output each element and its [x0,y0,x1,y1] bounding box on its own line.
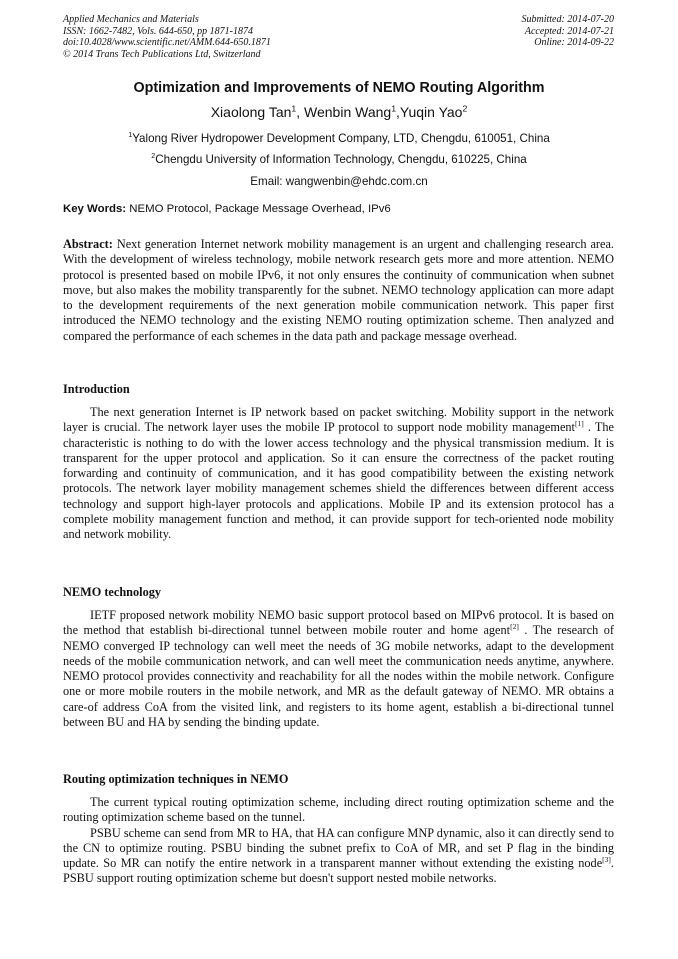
affiliation-mark: 2 [151,151,156,161]
introduction-heading-block [63,382,614,397]
publication-dates [522,14,615,49]
affiliation [0,153,678,166]
body-paragraph: The current typical routing optimization scheme, including direct routing optimization scheme and the routing optimization scheme based on the tunnel. [63,795,614,825]
author-list [0,104,678,120]
journal-name: Applied Mechanics and Materials [63,14,199,25]
nemo-section [63,608,614,730]
paragraph-text: The next generation Internet is IP network based on packet switching. Mobility support in the network layer is crucial. The network layer uses the mobile IP protocol to support node mobility management [63,405,614,435]
body-paragraph [63,405,614,543]
issn-line: ISSN: 1662-7482, Vols. 644-650, pp 1871-1874 [63,25,253,37]
paragraph-text: PSBU scheme can send from MR to HA, that HA can configure MNP dynamic, also it can directly send to the CN to optimize routing. PSBU binding the subnet prefix to CoA of MR, and set P flag in the binding update. So MR can notify the entire network in a transparent manner without extending the existing node [63,825,614,871]
keywords-text: NEMO Protocol, Package Message Overhead, IPv6 [126,203,391,215]
affiliation-text: Chengdu University of Information Technology, Chengdu, 610225, China [155,153,527,166]
abstract-label: Abstract: [63,237,113,251]
paragraph-text: . The research of NEMO converged IP technology can well meet the needs of 3G mobile networks, adapt to the development needs of the mobile communication network, and can well meet the communication needs anytime, anywhere. NEMO protocol provides connectivity and reachability for all the nodes within the mobile network. Configure one or more mobile routers in the mobile network, and MR as the default gateway of NEMO. MR obtains a care-of address CoA from the visited link, and registers to its home agent, establish a bi-directional tunnel between BU and HA by sending the binding update. [63,623,615,730]
author-name: Yuqin Yao [399,104,463,120]
routing-heading-block [63,772,614,787]
author-name: Wenbin Wang [304,104,392,120]
paper-title: Optimization and Improvements of NEMO Routing Algorithm [133,80,545,96]
introduction-section [63,405,614,543]
abstract-text: Next generation Internet network mobility management is an urgent and challenging research area. With the development of wireless technology, mobile network research gets more and more attention. NEMO protocol is presented based on mobile IPv6, it not only ensures the continuity of communication when subnet move, but also makes the mobility transparently for the subnet. NEMO technology application can more adapt to the development requirements of the next generation mobile communication network. This paper first introduced the NEMO technology and the existing NEMO routing optimization scheme. Then analyzed and compared the performance of each schemes in the data path and package message overhead. [63,237,614,343]
affiliation [0,132,678,145]
paragraph-text: . PSBU support routing optimization scheme but doesn't support nested mobile networks. [63,856,614,886]
keywords [63,203,615,215]
author-affiliation-mark: 1 [291,103,297,114]
body-paragraph [63,608,614,730]
section-heading-introduction: Introduction [63,382,130,396]
section-heading-routing: Routing optimization techniques in NEMO [63,772,289,786]
paragraph-text: . The characteristic is nothing to do with the lower access technology and the physical transmission medium. It is transparent for the upper protocol and application. So it can ensure the correctness of the packet routing forwarding and continuity of communication, and it has good compatibility between the existing network protocols. The network layer mobility management schemes shield the differences between different access technology and support high-layer protocols and applications. Mobile IP and its extension protocol has a complete mobility management function and method, it can provide support for tech-oriented node mobility and network mobility. [63,420,614,542]
author-affiliation-mark: 2 [462,103,468,114]
affiliation-mark: 1 [128,130,133,140]
citation-ref: [2] [510,622,519,632]
section-heading-nemo: NEMO technology [63,585,162,599]
doi-line: doi:10.4028/www.scientific.net/AMM.644-650.1871 [63,37,271,49]
citation-ref: [3] [602,855,611,865]
abstract-section [63,237,614,344]
accepted-date: Accepted: 2014-07-21 [524,25,614,37]
citation-ref: [1] [574,419,584,429]
author-separator: , [296,104,305,120]
keywords-label: Key Words: [63,203,127,215]
routing-section [63,795,614,887]
contact-email: Email: wangwenbin@ehdc.com.cn [250,175,428,188]
submitted-date: Submitted: 2014-07-20 [521,14,614,25]
paragraph-text: IETF proposed network mobility NEMO basic support protocol based on MIPv6 protocol. It is based on the method that establish bi-directional tunnel between mobile router and home agent [63,608,614,638]
affiliation-text: Yalong River Hydropower Development Company, LTD, Chengdu, 610051, China [132,132,550,145]
journal-info [63,14,271,60]
abstract-paragraph [63,237,614,344]
copyright-line: © 2014 Trans Tech Publications Ltd, Switzerland [63,48,261,60]
body-paragraph [63,826,614,887]
online-date: Online: 2014-09-22 [534,37,614,49]
author-affiliation-mark: 1 [391,103,397,114]
author-name: Xiaolong Tan [210,104,292,120]
author-separator: , [396,104,400,120]
nemo-heading-block [63,585,614,600]
